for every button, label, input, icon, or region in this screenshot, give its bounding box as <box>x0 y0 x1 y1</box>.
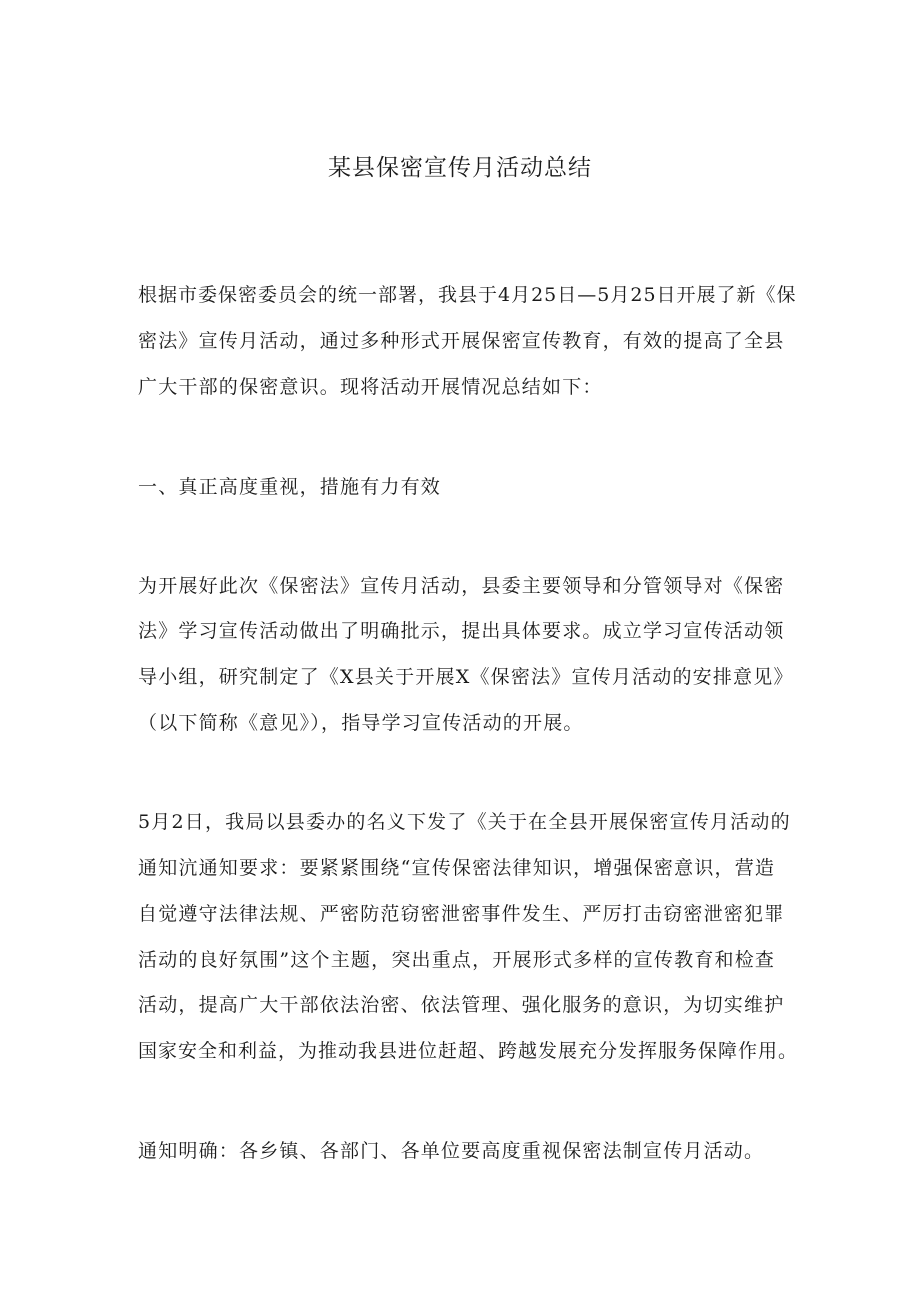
paragraph-1-line-1: 根据市委保密委员会的统一部署，我县于4月25日—5月25日开展了新《保 <box>138 284 797 306</box>
paragraph-3-line-1: 5月2日，我局以县委办的名义下发了《关于在全县开展保密宣传月活动的 <box>138 811 791 833</box>
paragraph-2-line-4: （以下简称《意见》），指导学习宣传活动的开展。 <box>138 712 584 734</box>
paragraph-2-line-2: 法》学习宣传活动做出了明确批示，提出具体要求。成立学习宣传活动领 <box>138 620 785 642</box>
section-heading-1: 一、真正高度重视，措施有力有效 <box>138 476 442 498</box>
paragraph-1-line-3: 广大干部的保密意识。现将活动开展情况总结如下： <box>138 376 603 398</box>
paragraph-2-line-3: 导小组，研究制定了《X县关于开展X《保密法》宣传月活动的安排意见》 <box>138 666 794 688</box>
paragraph-3-line-3: 自觉遵守法律法规、严密防范窃密泄密事件发生、严厉打击窃密泄密犯罪 <box>138 903 785 925</box>
paragraph-3-line-6: 国家安全和利益，为推动我县进位赶超、跨越发展充分发挥服务保障作用。 <box>138 1040 799 1062</box>
paragraph-4-line-1: 通知明确：各乡镇、各部门、各单位要高度重视保密法制宣传月活动。 <box>138 1140 765 1162</box>
paragraph-3-line-5: 活动，提高广大干部依法治密、依法管理、强化服务的意识，为切实维护 <box>138 994 785 1016</box>
paragraph-2-line-1: 为开展好此次《保密法》宣传月活动，县委主要领导和分管领导对《保密 <box>138 575 785 597</box>
paragraph-3-line-4: 活动的良好氛围”这个主题，突出重点，开展形式多样的宣传教育和检查 <box>138 949 776 971</box>
document-title: 某县保密宣传月活动总结 <box>328 155 592 181</box>
paragraph-1-line-2: 密法》宣传月活动，通过多种形式开展保密宣传教育，有效的提高了全县 <box>138 330 785 352</box>
paragraph-3-line-2: 通知沆通知要求：要紧紧围绕“宣传保密法律知识，增强保密意识，营造 <box>138 857 776 879</box>
